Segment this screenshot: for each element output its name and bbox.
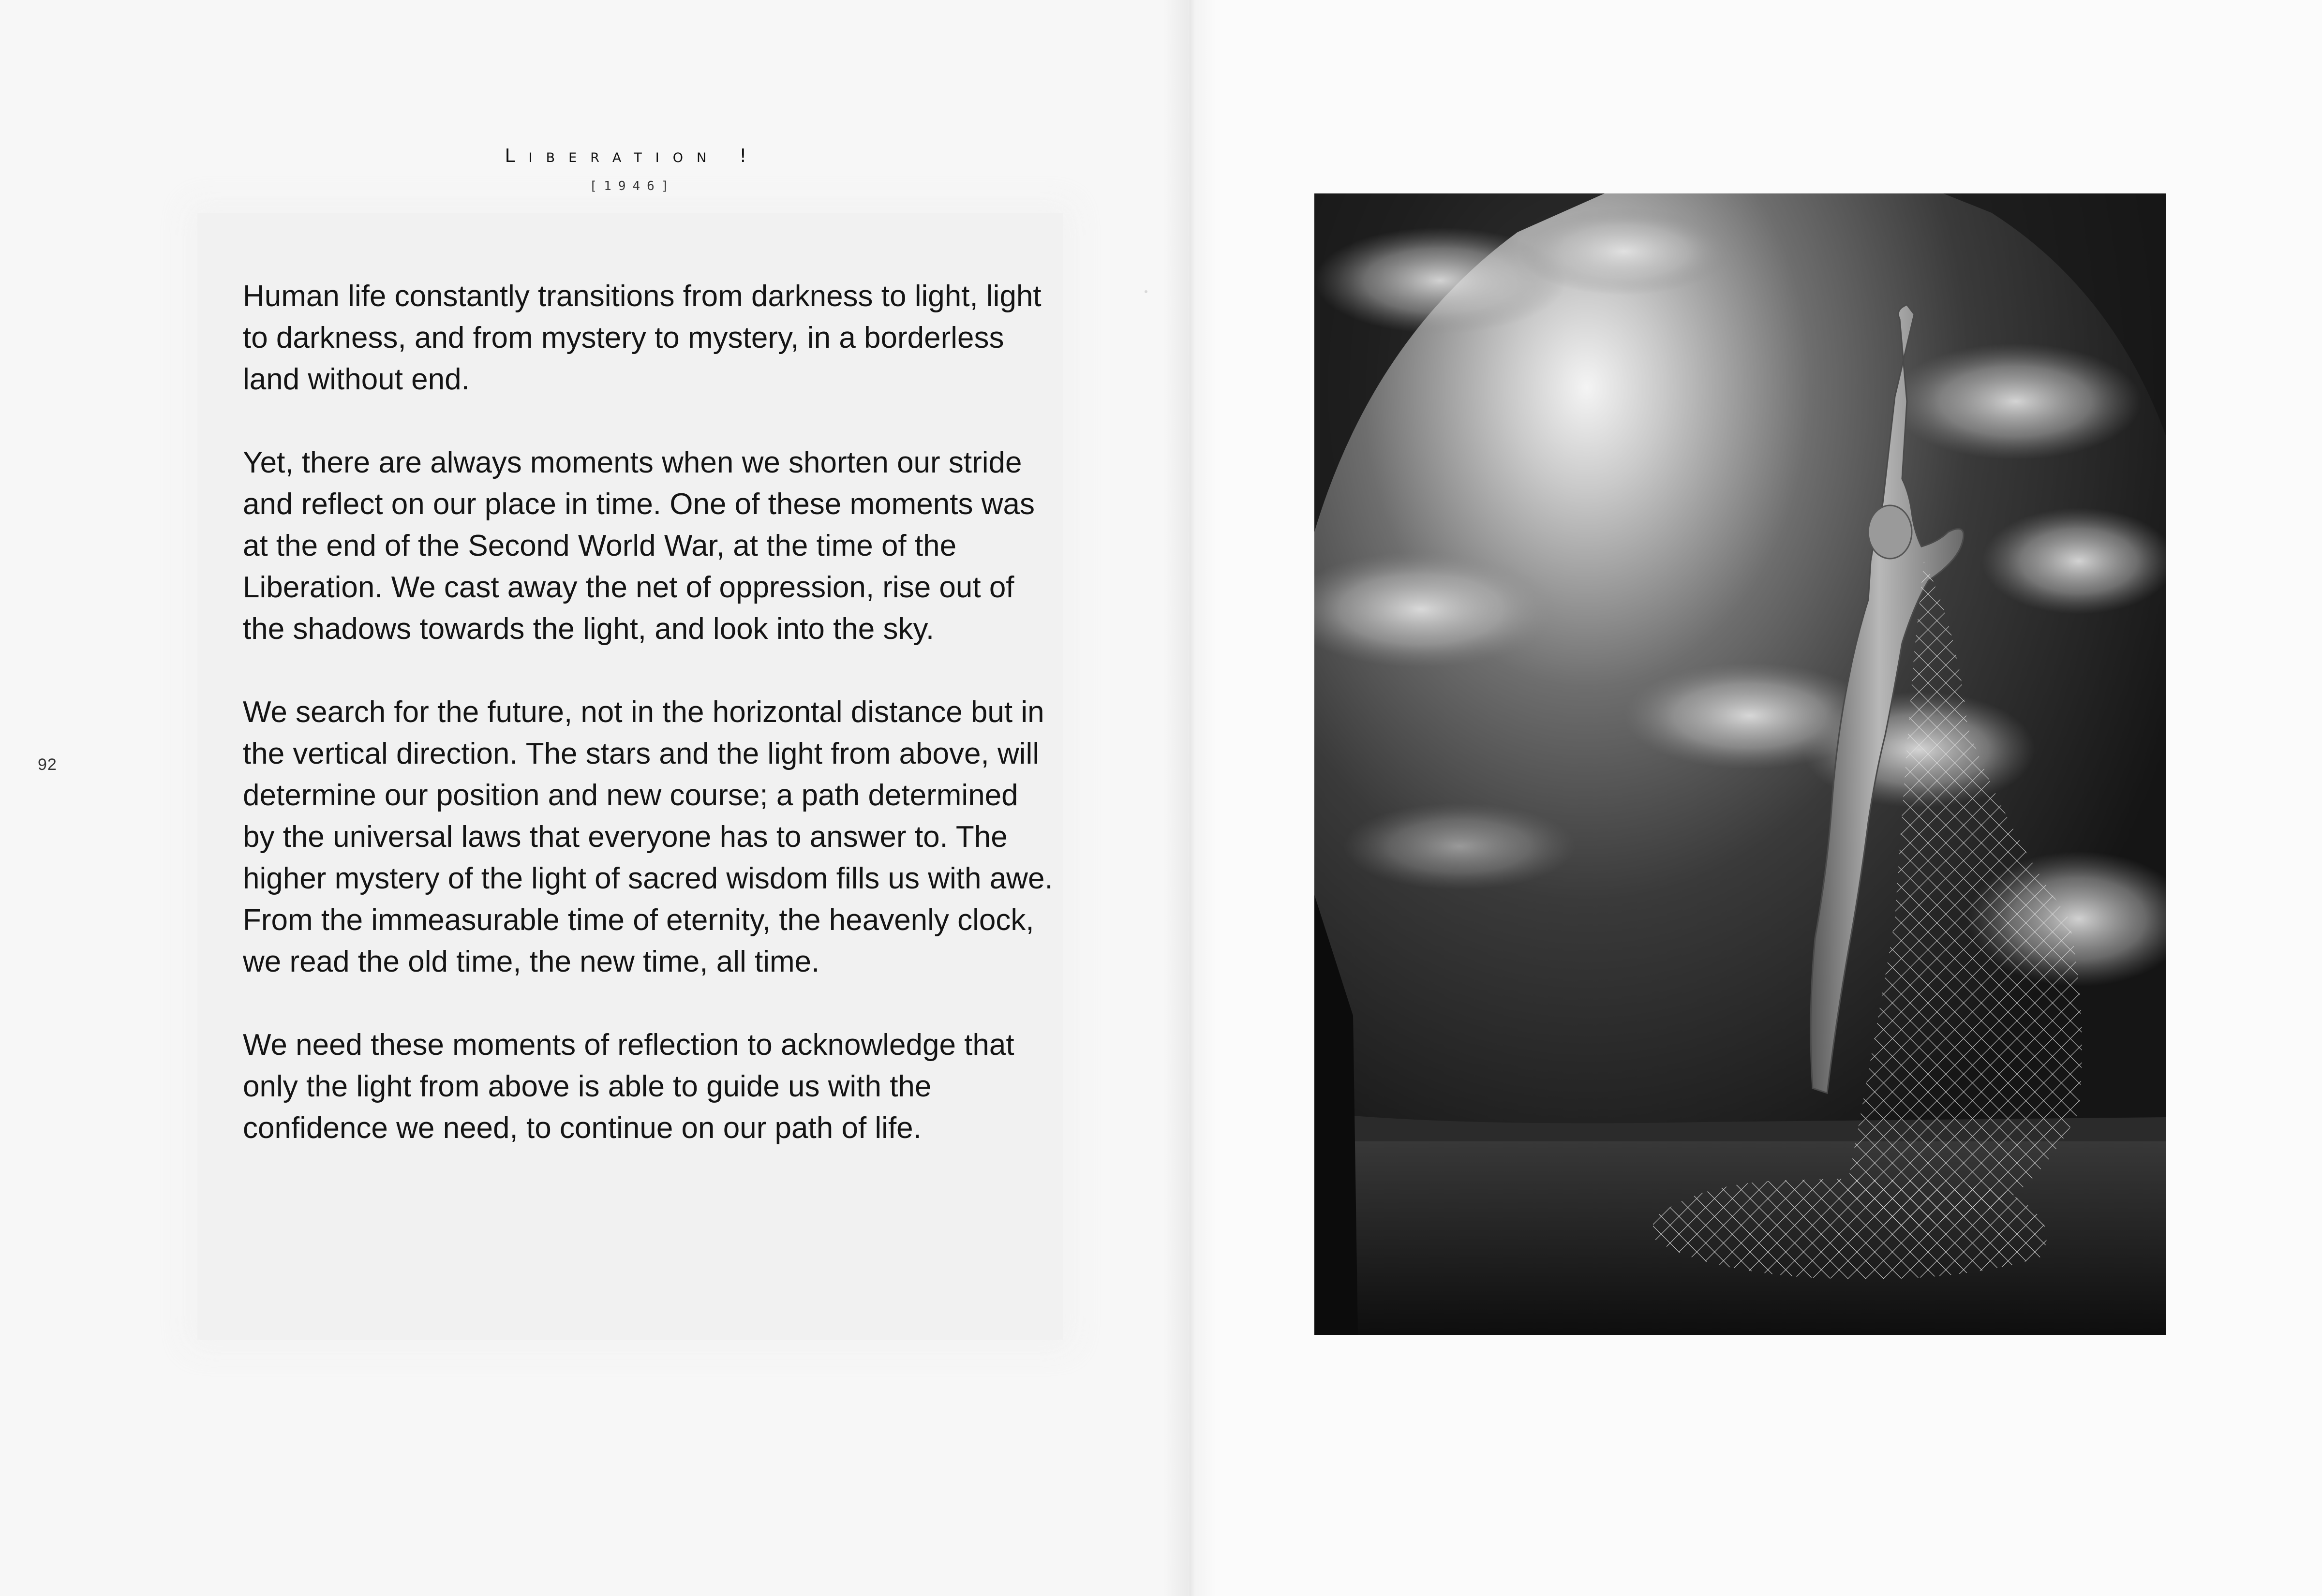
chapter-year: [1946] [589, 179, 676, 193]
chapter-title: Liberation ! [505, 145, 760, 166]
paper-speck [1145, 290, 1147, 293]
paragraph: Human life constantly transitions from darkness to light, light to darkness, and from mystery to mystery, in a borderless land without end. [243, 280, 1042, 396]
paragraph: We need these moments of reflection to acknowledge that only the light from above is able to guide us with the confidence we need, to continue on our path of life. [243, 1028, 1014, 1145]
statue-photograph [1314, 193, 2166, 1335]
body-text [243, 276, 1056, 1191]
paragraph: Yet, there are always moments when we shorten our stride and reflect on our place in time. One of these moments was at the end of the Second World War, at the time of the Liberation. We cast away the net of oppression, rise out of the shadows towards the light, and look into the sky. [243, 446, 1035, 646]
book-gutter [1163, 0, 1217, 1596]
page-number: 92 [38, 755, 57, 774]
paragraph: We search for the future, not in the horizontal distance but in the vertical direction. The stars and the light from above, will determine our position and new course; a path determined by the universal laws that everyone has to answer to. The higher mystery of the light of sacred wisdom fills us with awe. From the immeasurable time of eternity, the heavenly clock, we read the old time, the new time, all time. [243, 695, 1053, 978]
